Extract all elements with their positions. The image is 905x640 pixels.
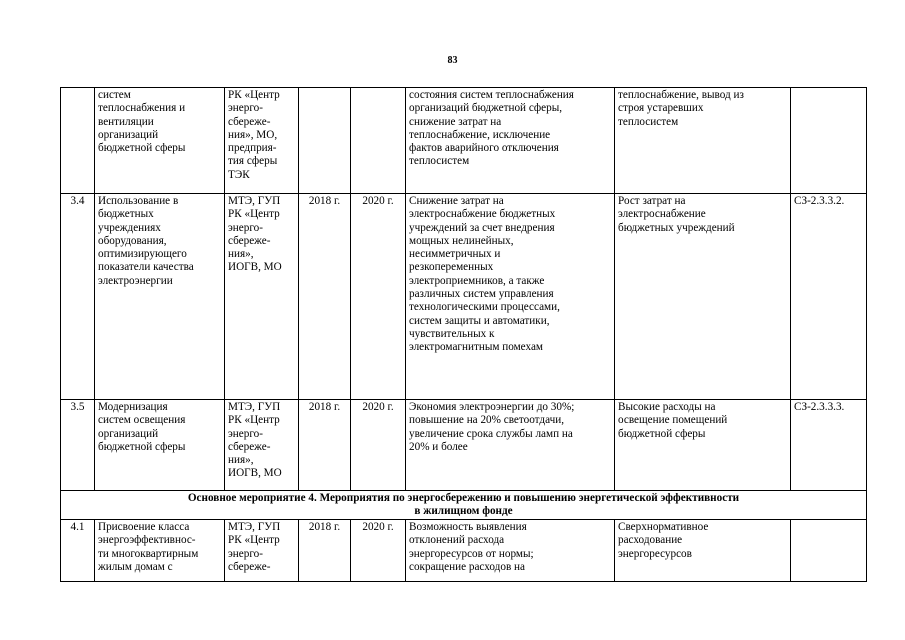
cell-end-year: 2020 г. — [351, 194, 406, 400]
cell-start-year: 2018 г. — [299, 194, 351, 400]
section-title-line-2: в жилищном фонде — [414, 504, 513, 517]
cell-measure-name: Модернизация систем освещения организаций бюджетной сферы — [95, 400, 225, 491]
cell-executor: МТЭ, ГУП РК «Центр энерго- сбереже- ния», ИОГВ, МО — [225, 400, 299, 491]
cell-expected-result: Возможность выявления отклонений расхода энергоресурсов от нормы; сокращение расходов на — [406, 520, 615, 582]
cell-start-year: 2018 г. — [299, 520, 351, 582]
cell-expected-result: состояния систем теплоснабжения организаций бюджетной сферы, снижение затрат на теплоснабжение, исключение фактов аварийного отключения теплосистем — [406, 88, 615, 194]
cell-end-year — [351, 88, 406, 194]
cell-code: СЗ-2.3.3.3. — [791, 400, 867, 491]
table-row — [61, 520, 867, 582]
cell-measure-name: систем теплоснабжения и вентиляции организаций бюджетной сферы — [95, 88, 225, 194]
cell-number: 4.1 — [61, 520, 95, 582]
table-row — [61, 400, 867, 491]
cell-number: 3.4 — [61, 194, 95, 400]
cell-executor: РК «Центр энерго- сбереже- ния», МО, предприя- тия сферы ТЭК — [225, 88, 299, 194]
table-row — [61, 194, 867, 400]
cell-measure-name: Присвоение класса энергоэффективнос- ти многоквартирным жилым домам с — [95, 520, 225, 582]
section-header — [61, 491, 867, 520]
measures-table — [60, 87, 867, 582]
table-row — [61, 88, 867, 194]
cell-code — [791, 520, 867, 582]
cell-consequence: Высокие расходы на освещение помещений бюджетной сферы — [615, 400, 791, 491]
cell-end-year: 2020 г. — [351, 400, 406, 491]
cell-consequence: Сверхнормативное расходование энергоресурсов — [615, 520, 791, 582]
cell-measure-name: Использование в бюджетных учреждениях оборудования, оптимизирующего показатели качества электроэнергии — [95, 194, 225, 400]
cell-code — [791, 88, 867, 194]
cell-executor: МТЭ, ГУП РК «Центр энерго- сбереже- — [225, 520, 299, 582]
cell-start-year: 2018 г. — [299, 400, 351, 491]
cell-executor: МТЭ, ГУП РК «Центр энерго- сбереже- ния», ИОГВ, МО — [225, 194, 299, 400]
cell-start-year — [299, 88, 351, 194]
cell-expected-result: Снижение затрат на электроснабжение бюджетных учреждений за счет внедрения мощных нелинейных, несимметричных и резкопеременных электроприемников, а также различных систем управления технологическими процессами, систем защиты и автоматики, чувствительных к электромагнитным помехам — [406, 194, 615, 400]
section-title-line-1: Основное мероприятие 4. Мероприятия по энергосбережению и повышению энергетической эффективности — [187, 492, 740, 504]
cell-expected-result: Экономия электроэнергии до 30%; повышение на 20% светоотдачи, увеличение срока службы ламп на 20% и более — [406, 400, 615, 491]
cell-consequence: Рост затрат на электроснабжение бюджетных учреждений — [615, 194, 791, 400]
page-number: 83 — [447, 55, 458, 66]
cell-code: СЗ-2.3.3.2. — [791, 194, 867, 400]
cell-number — [61, 88, 95, 194]
section-header-row — [61, 491, 867, 520]
cell-consequence: теплоснабжение, вывод из строя устаревших теплосистем — [615, 88, 791, 194]
cell-number: 3.5 — [61, 400, 95, 491]
cell-end-year: 2020 г. — [351, 520, 406, 582]
